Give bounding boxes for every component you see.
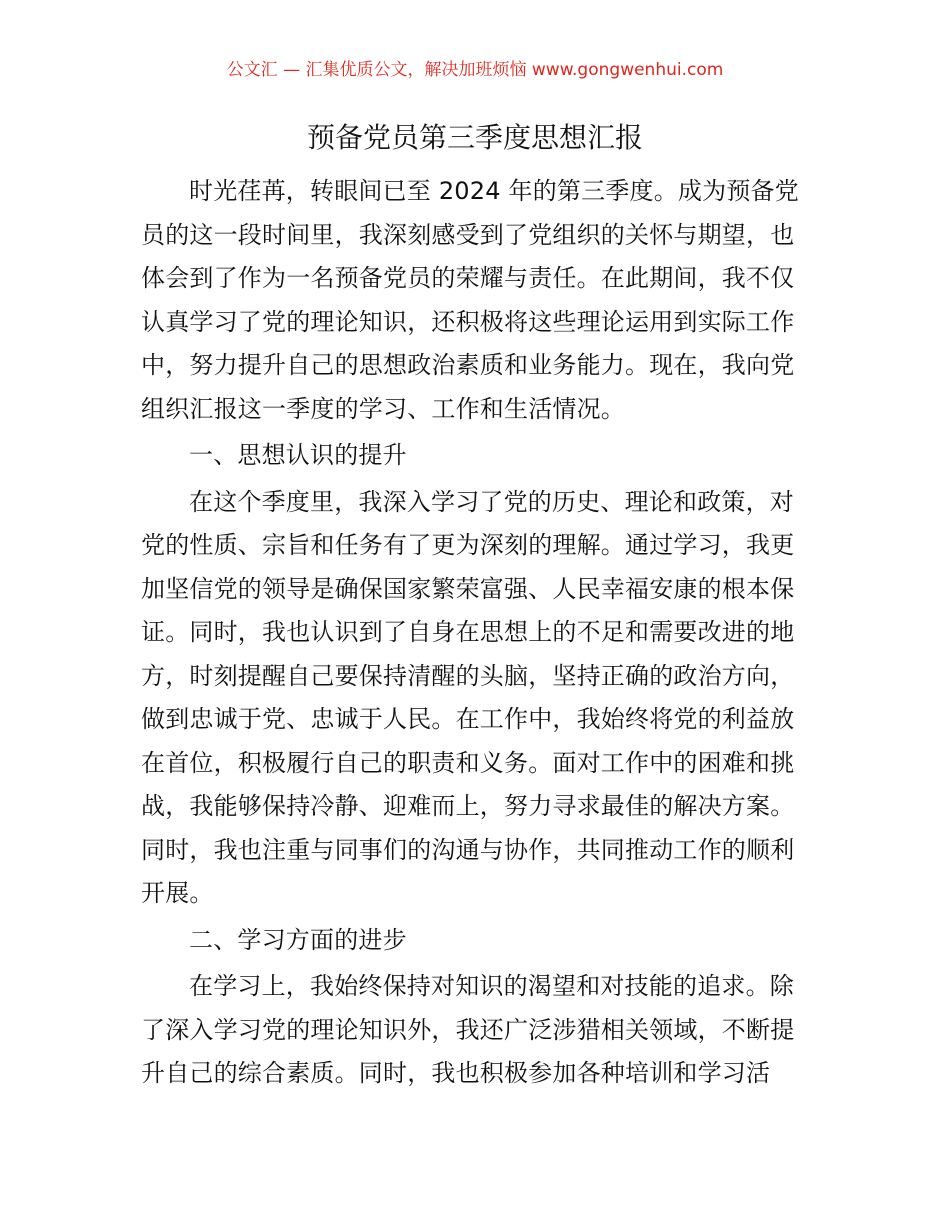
section-heading: 二、学习方面的进步 [189,925,407,954]
paragraph-line: 加坚信党的领导是确保国家繁荣富强、人民幸福安康的根本保 [141,574,795,603]
paragraph-line: 中，努力提升自己的思想政治素质和业务能力。现在，我向党 [141,351,795,379]
paragraph-line: 时光荏苒，转眼间已至 2024 年的第三季度。成为预备党 [189,177,799,205]
paragraph-line: 在这个季度里，我深入学习了党的历史、理论和政策，对 [189,487,794,516]
section-heading: 一、思想认识的提升 [189,441,407,469]
document-body [141,170,811,1096]
paragraph-line: 同时，我也注重与同事们的沟通与协作，共同推动工作的顺利 [141,835,795,864]
site-banner: 公文汇 — 汇集优质公文，解决加班烦恼 www.gongwenhui.com [226,60,724,80]
paragraph-line: 战，我能够保持冷静、迎难而上，努力寻求最佳的解决方案。 [141,792,795,820]
paragraph-line: 认真学习了党的理论知识，还积极将这些理论运用到实际工作 [141,307,795,336]
paragraph-line: 方，时刻提醒自己要保持清醒的头脑，坚持正确的政治方向， [141,661,795,690]
paragraph-line: 在首位，积极履行自己的职责和义务。面对工作中的困难和挑 [141,748,795,777]
paragraph-line: 做到忠诚于党、忠诚于人民。在工作中，我始终将党的利益放 [141,705,795,733]
paragraph-line: 体会到了作为一名预备党员的荣耀与责任。在此期间，我不仅 [141,264,795,292]
paragraph-line: 党的性质、宗旨和任务有了更为深刻的理解。通过学习，我更 [141,531,795,559]
paragraph-line: 组织汇报这一季度的学习、工作和生活情况。 [141,394,625,423]
paragraph-line: 开展。 [141,879,214,907]
page-title: 预备党员第三季度思想汇报 [306,121,643,154]
paragraph-line: 证。同时，我也认识到了自身在思想上的不足和需要改进的地 [141,618,795,646]
paragraph-line: 在学习上，我始终保持对知识的渴望和对技能的追求。除 [189,972,794,1000]
paragraph-line: 了深入学习党的理论知识外，我还广泛涉猎相关领域，不断提 [141,1015,795,1044]
paragraph-line: 员的这一段时间里，我深刻感受到了党组织的关怀与期望，也 [141,220,795,249]
paragraph-line: 升自己的综合素质。同时，我也积极参加各种培训和学习活 [141,1059,771,1087]
